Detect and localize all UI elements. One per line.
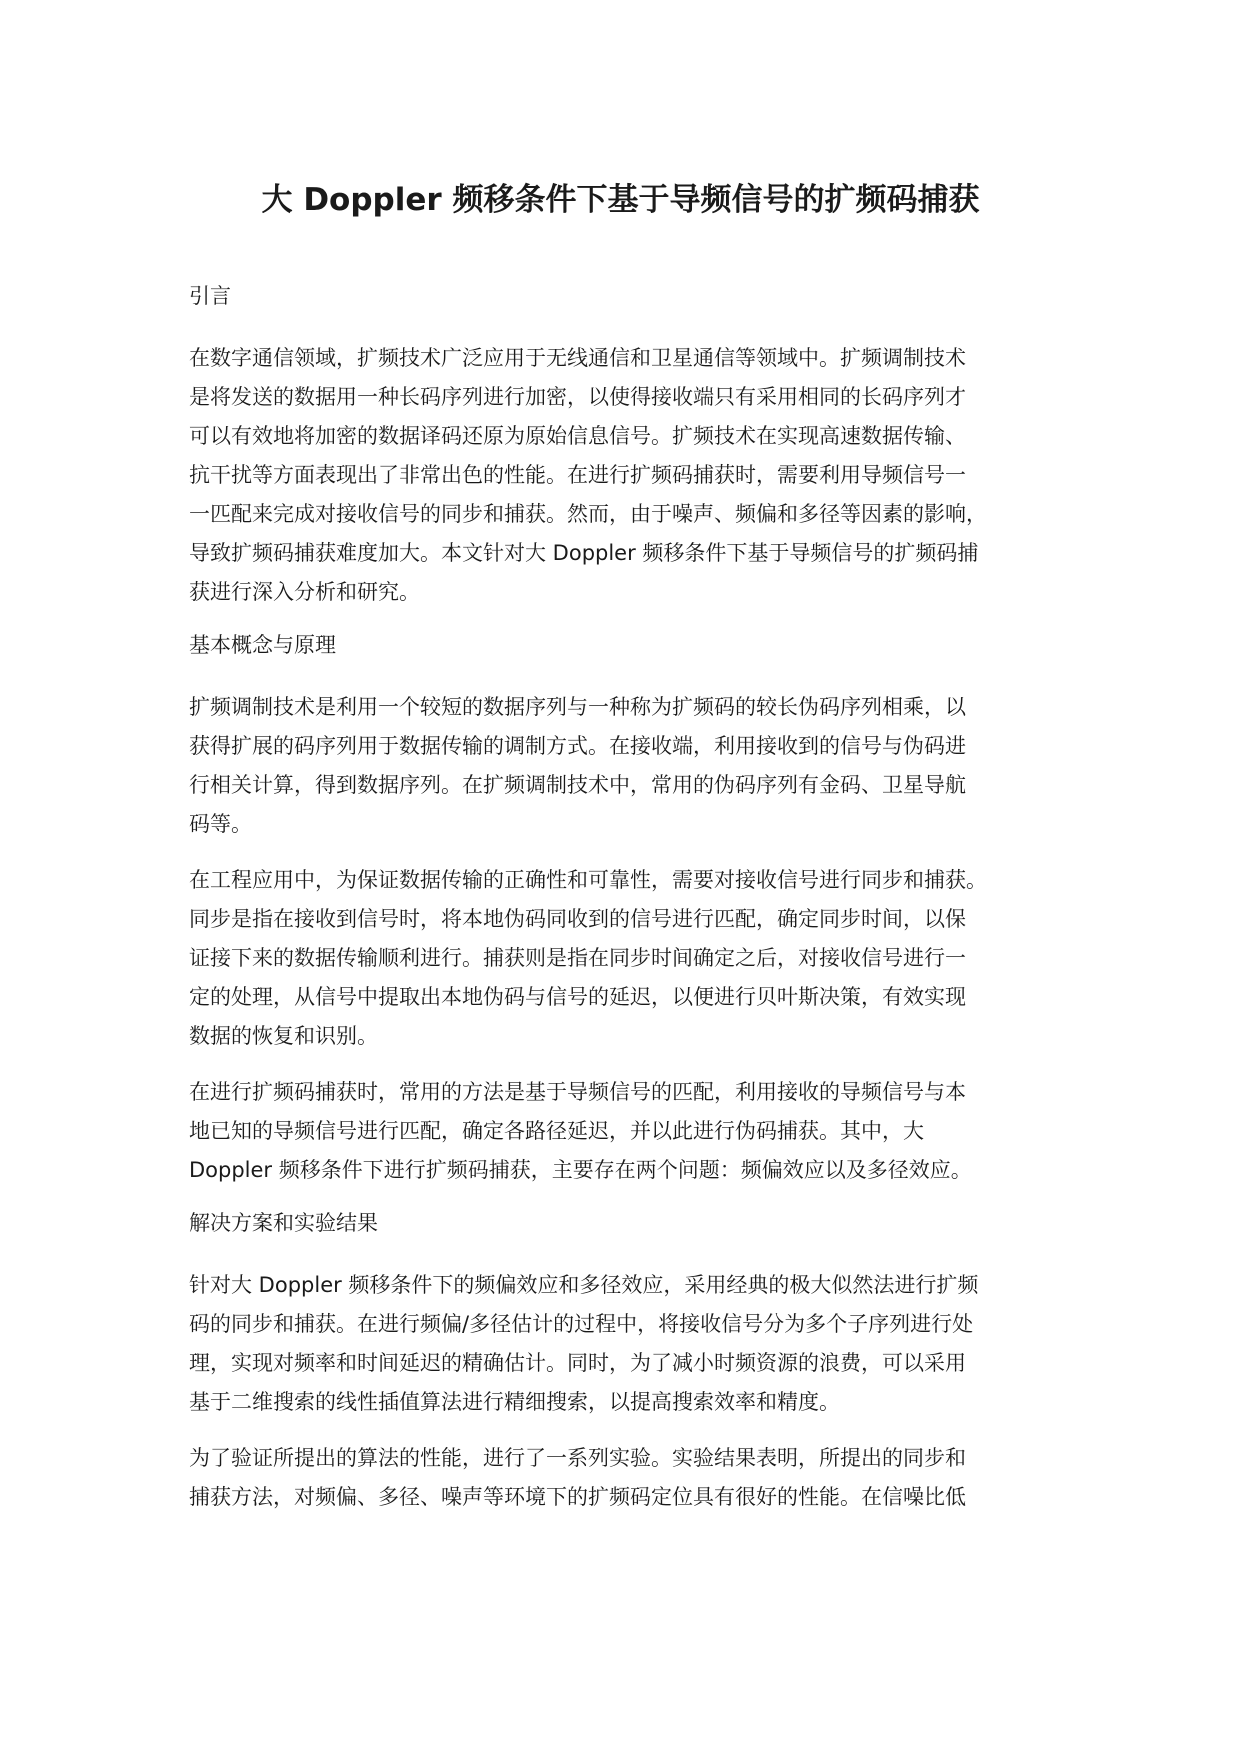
text-line: 一匹配来完成对接收信号的同步和捕获。然而，由于噪声、频偏和多径等因素的影响， [189,502,987,526]
paragraph [189,1266,1049,1422]
text-line: 在数字通信领域，扩频技术广泛应用于无线通信和卫星通信等领域中。扩频调制技术 [189,346,966,370]
text-line: 扩频调制技术是利用一个较短的数据序列与一种称为扩频码的较长伪码序列相乘，以 [189,695,966,719]
paragraph [189,688,1049,844]
text-line: 定的处理，从信号中提取出本地伪码与信号的延迟，以便进行贝叶斯决策，有效实现 [189,985,966,1009]
paragraph [189,861,1049,1056]
text-line: 为了验证所提出的算法的性能，进行了一系列实验。实验结果表明，所提出的同步和 [189,1446,966,1470]
text-line: 获得扩展的码序列用于数据传输的调制方式。在接收端，利用接收到的信号与伪码进 [189,734,966,758]
text-line: 导致扩频码捕获难度加大。本文针对大 Doppler 频移条件下基于导频信号的扩频码捕 [189,541,979,565]
text-line: 针对大 Doppler 频移条件下的频偏效应和多径效应，采用经典的极大似然法进行扩频 [189,1273,979,1297]
text-line: 在工程应用中，为保证数据传输的正确性和可靠性，需要对接收信号进行同步和捕获。 [189,868,987,892]
document-body [189,280,1049,1534]
section-heading: 解决方案和实验结果 [189,1211,378,1235]
section-heading: 引言 [189,284,231,308]
text-line: 基于二维搜索的线性插值算法进行精细搜索，以提高搜索效率和精度。 [189,1390,840,1414]
text-line: 同步是指在接收到信号时，将本地伪码同收到的信号进行匹配，确定同步时间，以保 [189,907,966,931]
text-line: 数据的恢复和识别。 [189,1024,378,1048]
section-heading: 基本概念与原理 [189,633,336,657]
text-line: 在进行扩频码捕获时，常用的方法是基于导频信号的匹配，利用接收的导频信号与本 [189,1080,966,1104]
text-line: 可以有效地将加密的数据译码还原为原始信息信号。扩频技术在实现高速数据传输、 [189,424,966,448]
paragraph [189,1439,1049,1517]
text-line: 行相关计算，得到数据序列。在扩频调制技术中，常用的伪码序列有金码、卫星导航 [189,773,966,797]
text-line: 抗干扰等方面表现出了非常出色的性能。在进行扩频码捕获时，需要利用导频信号一 [189,463,966,487]
text-line: 理，实现对频率和时间延迟的精确估计。同时，为了减小时频资源的浪费，可以采用 [189,1351,966,1375]
text-line: 地已知的导频信号进行匹配，确定各路径延迟，并以此进行伪码捕获。其中，大 [189,1119,924,1143]
document-title: 大 Doppler 频移条件下基于导频信号的扩频码捕获 [261,182,980,218]
text-line: 码的同步和捕获。在进行频偏/多径估计的过程中，将接收信号分为多个子序列进行处 [189,1312,974,1336]
text-line: 证接下来的数据传输顺利进行。捕获则是指在同步时间确定之后，对接收信号进行一 [189,946,966,970]
text-line: 码等。 [189,812,252,836]
text-line: 捕获方法，对频偏、多径、噪声等环境下的扩频码定位具有很好的性能。在信噪比低 [189,1485,966,1509]
text-line: 是将发送的数据用一种长码序列进行加密，以使得接收端只有采用相同的长码序列才 [189,385,966,409]
paragraph [189,1073,1049,1190]
paragraph [189,339,1049,612]
text-line: Doppler 频移条件下进行扩频码捕获，主要存在两个问题：频偏效应以及多径效应。 [189,1158,972,1182]
text-line: 获进行深入分析和研究。 [189,580,420,604]
